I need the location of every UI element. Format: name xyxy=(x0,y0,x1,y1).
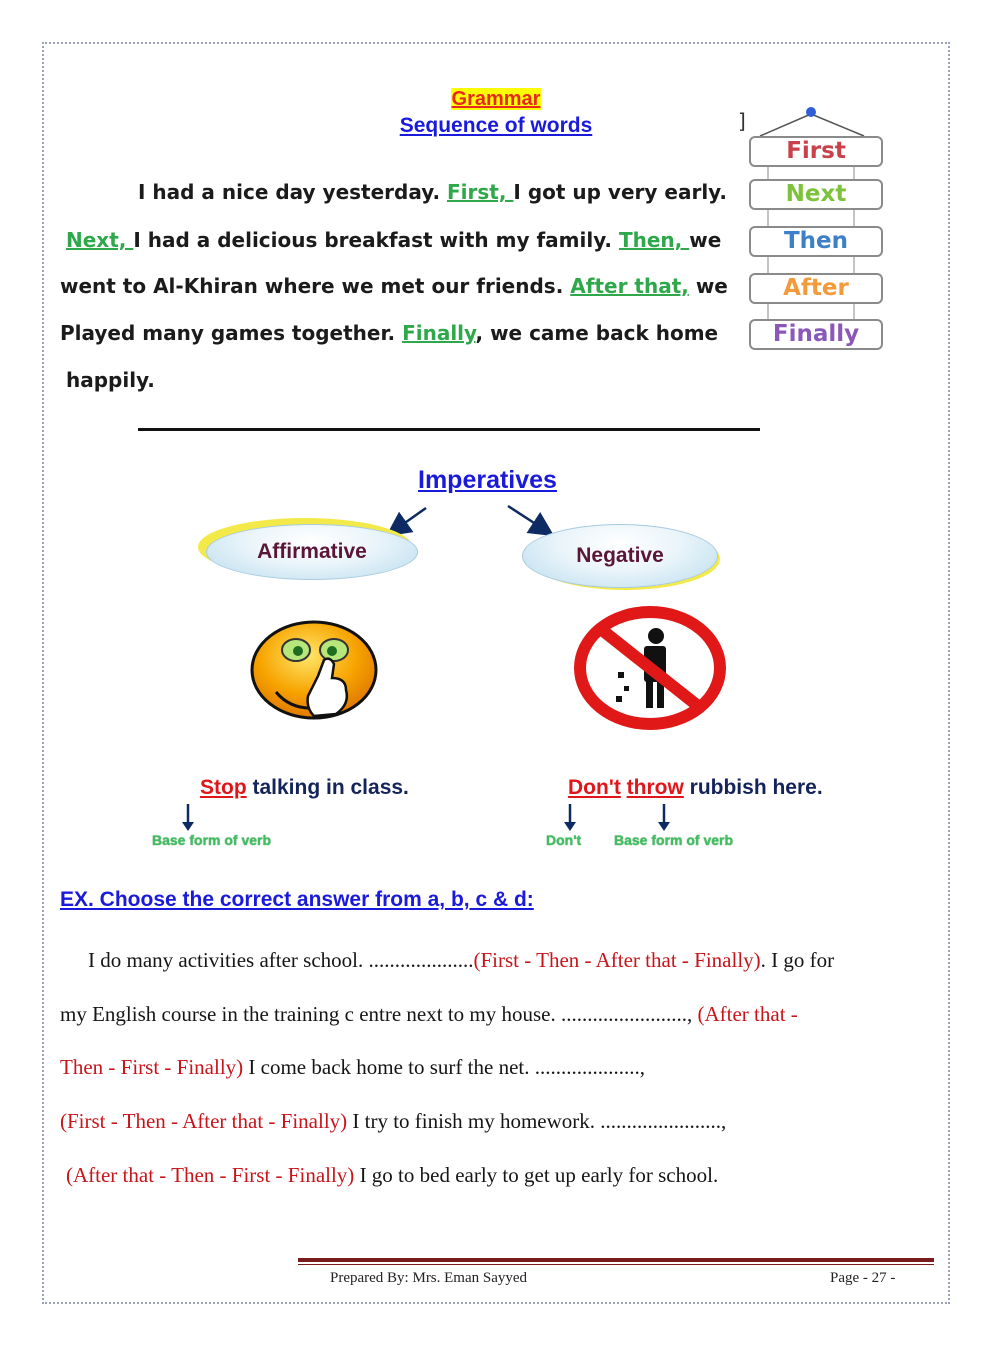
footer-rule xyxy=(298,1258,934,1262)
sequence-word-first: First, xyxy=(447,180,514,204)
affirmative-oval: Affirmative xyxy=(206,524,418,580)
page-number: Page - 27 - xyxy=(830,1270,896,1286)
section-divider xyxy=(138,428,760,431)
sequence-word-next: Next, xyxy=(66,228,134,252)
neg-dont: Don't xyxy=(568,776,621,799)
negative-oval: Negative xyxy=(522,524,718,588)
svg-text:]: ] xyxy=(738,109,746,133)
exercise-line-4: (First - Then - After that - Finally) I try to finish my homework. ......................., xyxy=(60,1109,727,1133)
sign-first: First xyxy=(749,136,883,167)
paragraph-line-3: went to Al-Khiran where we met our friends. After that, we xyxy=(60,274,728,298)
pin-icon xyxy=(806,107,816,117)
sign-then: Then xyxy=(749,226,883,257)
neg-note-base: Base form of verb xyxy=(614,832,734,848)
exercise-title: EX. Choose the correct answer from a, b, c & d: xyxy=(60,888,534,911)
sequence-word-after-that: After that, xyxy=(570,274,689,298)
negative-example: Don't throw rubbish here. xyxy=(568,776,823,799)
sign-next: Next xyxy=(749,179,883,210)
footer-author: Prepared By: Mrs. Eman Sayyed xyxy=(330,1270,528,1286)
paragraph-line-4: Played many games together. Finally, we came back home xyxy=(60,321,719,345)
paragraph-line-2: Next, I had a delicious breakfast with my family. Then, we xyxy=(66,228,722,252)
down-arrow-icon xyxy=(560,804,580,832)
shush-emoji-icon xyxy=(246,618,382,728)
exercise-line-2: my English course in the training c entre next to my house. ........................, (After that - xyxy=(60,1002,798,1026)
arrow-right-icon xyxy=(508,506,548,532)
paragraph-line-5: happily. xyxy=(66,368,155,392)
paragraph-line-1: I had a nice day yesterday. First, I got up very early. xyxy=(138,180,727,204)
exercise-line-3: Then - First - Finally) I come back home to surf the net. ...................., xyxy=(60,1055,645,1079)
sign-after: After xyxy=(749,273,883,304)
sequence-word-finally: Finally xyxy=(402,321,476,345)
no-littering-icon xyxy=(572,606,728,730)
aff-note: Base form of verb xyxy=(152,832,272,848)
exercise-line-5: (After that - Then - First - Finally) I go to bed early to get up early for school. xyxy=(66,1163,719,1187)
sequence-word-then: Then, xyxy=(618,228,690,252)
down-arrow-icon xyxy=(178,804,198,832)
neg-note-dont: Don't xyxy=(546,832,582,848)
down-arrow-icon xyxy=(654,804,674,832)
neg-verb: throw xyxy=(626,776,684,799)
exercise-line-1: I do many activities after school. ....................(First - Then - After that - Finally). I go for xyxy=(88,948,835,972)
sign-finally: Finally xyxy=(749,319,883,350)
sequence-subtitle: Sequence of words xyxy=(399,114,593,137)
aff-verb: Stop xyxy=(200,776,247,799)
imperatives-title: Imperatives xyxy=(418,466,557,494)
arrow-left-icon xyxy=(392,508,426,532)
affirmative-example: Stop talking in class. xyxy=(200,776,409,799)
grammar-heading: Grammar xyxy=(451,88,541,110)
footer-rule-thin xyxy=(298,1264,934,1265)
